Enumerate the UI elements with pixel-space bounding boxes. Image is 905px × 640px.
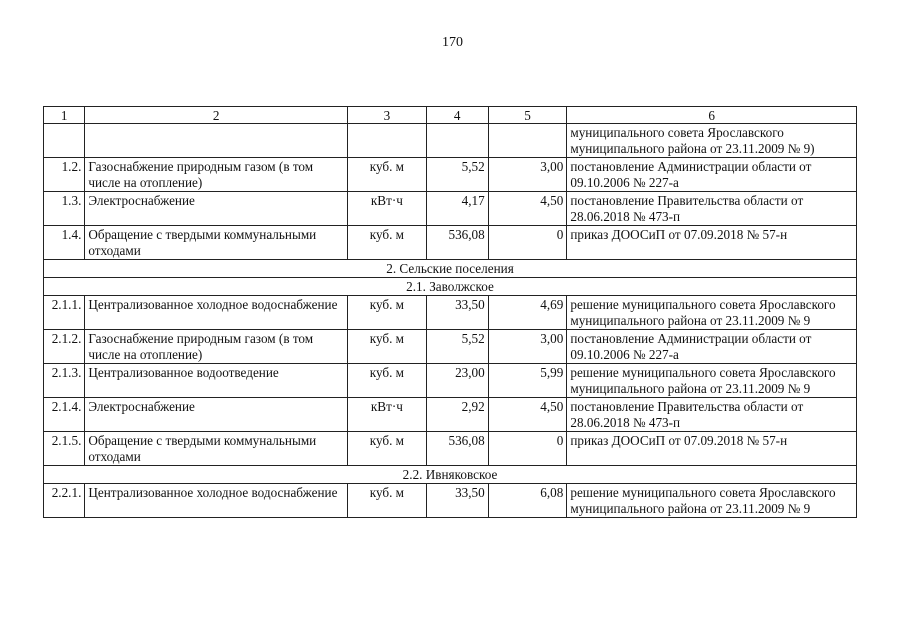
row-value-norm: 33,50 [426,296,488,330]
section-title: 2.1. Заволжское [44,278,857,296]
table-row [44,484,857,518]
header-col-5: 5 [488,107,567,124]
row-number: 2.1.3. [44,364,85,398]
row-value-norm: 4,17 [426,192,488,226]
row-value-norm: 33,50 [426,484,488,518]
row-value-price: 4,50 [488,398,567,432]
row-value-norm: 2,92 [426,398,488,432]
row-legal-basis: постановление Правительства области от 28.06.2018 № 473-п [567,192,857,226]
row-value-norm [426,124,488,158]
row-unit: кВт·ч [348,398,427,432]
row-legal-basis: постановление Правительства области от 28.06.2018 № 473-п [567,398,857,432]
section-row [44,466,857,484]
row-name: Газоснабжение природным газом (в том числе на отопление) [85,330,348,364]
row-legal-basis: решение муниципального совета Ярославского муниципального района от 23.11.2009 № 9 [567,484,857,518]
row-value-price [488,124,567,158]
row-number [44,124,85,158]
row-name: Газоснабжение природным газом (в том числе на отопление) [85,158,348,192]
section-title: 2. Сельские поселения [44,260,857,278]
row-unit [348,124,427,158]
row-value-price: 5,99 [488,364,567,398]
row-number: 2.1.2. [44,330,85,364]
table-row [44,432,857,466]
page-number: 170 [442,35,463,50]
row-number: 1.4. [44,226,85,260]
row-legal-basis: постановление Администрации области от 09.10.2006 № 227-а [567,330,857,364]
table-row [44,192,857,226]
table-row [44,330,857,364]
section-row [44,278,857,296]
row-name: Электроснабжение [85,192,348,226]
row-unit: куб. м [348,296,427,330]
row-number: 1.2. [44,158,85,192]
tariff-table [43,106,857,518]
row-value-price: 4,69 [488,296,567,330]
row-value-price: 0 [488,226,567,260]
table-header-row [44,107,857,124]
row-legal-basis: решение муниципального совета Ярославского муниципального района от 23.11.2009 № 9 [567,364,857,398]
section-row [44,260,857,278]
row-unit: куб. м [348,158,427,192]
table-row [44,364,857,398]
row-number: 1.3. [44,192,85,226]
header-col-6: 6 [567,107,857,124]
row-number: 2.1.1. [44,296,85,330]
row-number: 2.2.1. [44,484,85,518]
row-value-price: 6,08 [488,484,567,518]
row-legal-basis: приказ ДООСиП от 07.09.2018 № 57-н [567,432,857,466]
table-row [44,124,857,158]
row-number: 2.1.5. [44,432,85,466]
row-number: 2.1.4. [44,398,85,432]
row-unit: куб. м [348,484,427,518]
row-name: Электроснабжение [85,398,348,432]
table-row [44,226,857,260]
row-value-norm: 23,00 [426,364,488,398]
row-name [85,124,348,158]
row-legal-basis: муниципального совета Ярославского муниципального района от 23.11.2009 № 9) [567,124,857,158]
header-col-2: 2 [85,107,348,124]
section-title: 2.2. Ивняковское [44,466,857,484]
row-name: Обращение с твердыми коммунальными отходами [85,226,348,260]
row-value-norm: 536,08 [426,432,488,466]
row-value-price: 3,00 [488,158,567,192]
table-row [44,296,857,330]
row-name: Централизованное водоотведение [85,364,348,398]
row-legal-basis: приказ ДООСиП от 07.09.2018 № 57-н [567,226,857,260]
row-value-norm: 5,52 [426,330,488,364]
row-unit: куб. м [348,330,427,364]
row-value-price: 0 [488,432,567,466]
header-col-4: 4 [426,107,488,124]
row-name: Централизованное холодное водоснабжение [85,484,348,518]
row-legal-basis: решение муниципального совета Ярославского муниципального района от 23.11.2009 № 9 [567,296,857,330]
table-row [44,158,857,192]
row-value-norm: 536,08 [426,226,488,260]
header-col-3: 3 [348,107,427,124]
row-value-norm: 5,52 [426,158,488,192]
table-row [44,398,857,432]
header-col-1: 1 [44,107,85,124]
row-unit: куб. м [348,364,427,398]
row-value-price: 4,50 [488,192,567,226]
row-unit: куб. м [348,226,427,260]
row-name: Централизованное холодное водоснабжение [85,296,348,330]
row-value-price: 3,00 [488,330,567,364]
row-unit: кВт·ч [348,192,427,226]
row-legal-basis: постановление Администрации области от 09.10.2006 № 227-а [567,158,857,192]
row-name: Обращение с твердыми коммунальными отходами [85,432,348,466]
row-unit: куб. м [348,432,427,466]
